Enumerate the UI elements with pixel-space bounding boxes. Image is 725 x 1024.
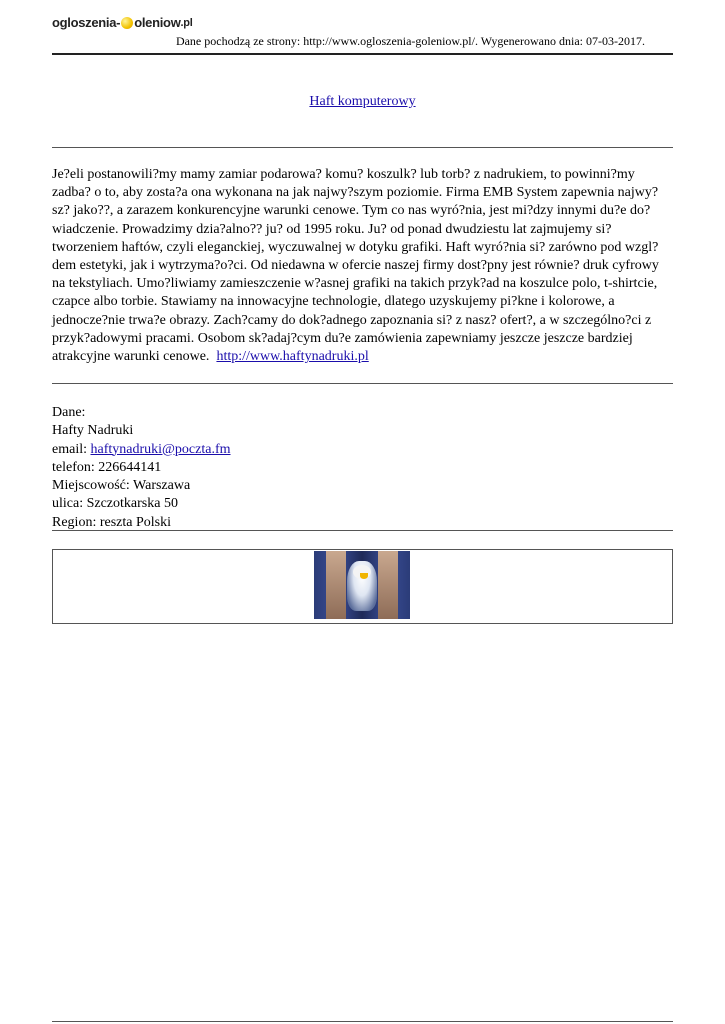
contact-street: ulica: Szczotkarska 50	[52, 496, 178, 512]
description-divider	[52, 383, 673, 384]
contact-divider	[52, 530, 673, 531]
source-line: Dane pochodzą ze strony: http://www.ogloszenia-goleniow.pl/. Wygenerowano dnia: 07-03-2017.	[175, 34, 645, 48]
header-divider	[52, 53, 673, 55]
contact-city: Miejscowość: Warszawa	[52, 478, 191, 494]
contact-region: Region: reszta Polski	[52, 514, 171, 530]
logo-g-icon	[121, 17, 133, 29]
contact-block	[52, 404, 673, 532]
image-gallery-box	[52, 549, 673, 624]
site-logo	[52, 15, 192, 30]
contact-name: Hafty Nadruki	[52, 423, 134, 439]
website-link[interactable]: http://www.haftynadruki.pl	[216, 349, 369, 365]
email-link[interactable]: haftynadruki@poczta.fm	[90, 441, 231, 457]
logo-text-part2: oleniow	[134, 15, 181, 30]
photo-hand-right	[378, 551, 398, 619]
listing-description	[52, 166, 673, 366]
listing-title-link[interactable]: Haft komputerowy	[309, 94, 416, 109]
logo-text-part1: ogloszenia-	[52, 15, 121, 30]
contact-email-row	[52, 441, 673, 459]
eagle-beak-graphic	[360, 573, 368, 579]
logo-tld: .pl	[180, 16, 193, 29]
description-text: Je?eli postanowili?my mamy zamiar podarowa? komu? koszulk? lub torb? z nadrukiem, to powinni?my zadba? o to, aby zosta?a ona wykonana na jak najwy?szym poziomie. Firma EMB System zapewnia najwy?sz? jako??, a zarazem konkurencyjne warunki cenowe. Tym co nas wyró?nia, jest mi?dzy innymi du?e do?wiadczenie. Prowadzimy dzia?alno?? ju? od 1995 roku. Ju? od ponad dwudziestu lat zajmujemy si? tworzeniem haftów, czyli eleganckiej, wyczuwalnej w dotyku grafiki. Haft wyró?nia si? zarówno pod wzgl?dem estetyki, jak i wytrzyma?o?ci. Od niedawna w ofercie naszej firmy dost?pny jest równie? druk cyfrowy na tekstyliach. Umo?liwiamy zamieszczenie w?asnej grafiki na takich przyk?ad na koszulce polo, t-shirtcie, czapce albo torbie. Stawiamy na innowacyjne technologie, dlatego uzyskujemy pi?kne i kolorowe, a jednocze?nie trwa?e obrazy. Zach?camy do dok?adnego zapoznania si? z nasz? ofert?, a w szczególno?ci z przyk?adowymi pracami. Osobom sk?adaj?cym du?e zamówienia zapewniamy jeszcze jeszcze bardziej atrakcyjne warunki cenowe.	[52, 167, 659, 365]
title-divider	[52, 147, 673, 148]
listing-title-wrap	[0, 94, 725, 110]
email-label: email:	[52, 441, 91, 457]
footer-divider	[52, 1021, 673, 1022]
photo-hand-left	[326, 551, 346, 619]
contact-phone: telefon: 226644141	[52, 459, 162, 475]
contact-heading: Dane:	[52, 405, 86, 420]
listing-photo[interactable]	[314, 551, 410, 619]
